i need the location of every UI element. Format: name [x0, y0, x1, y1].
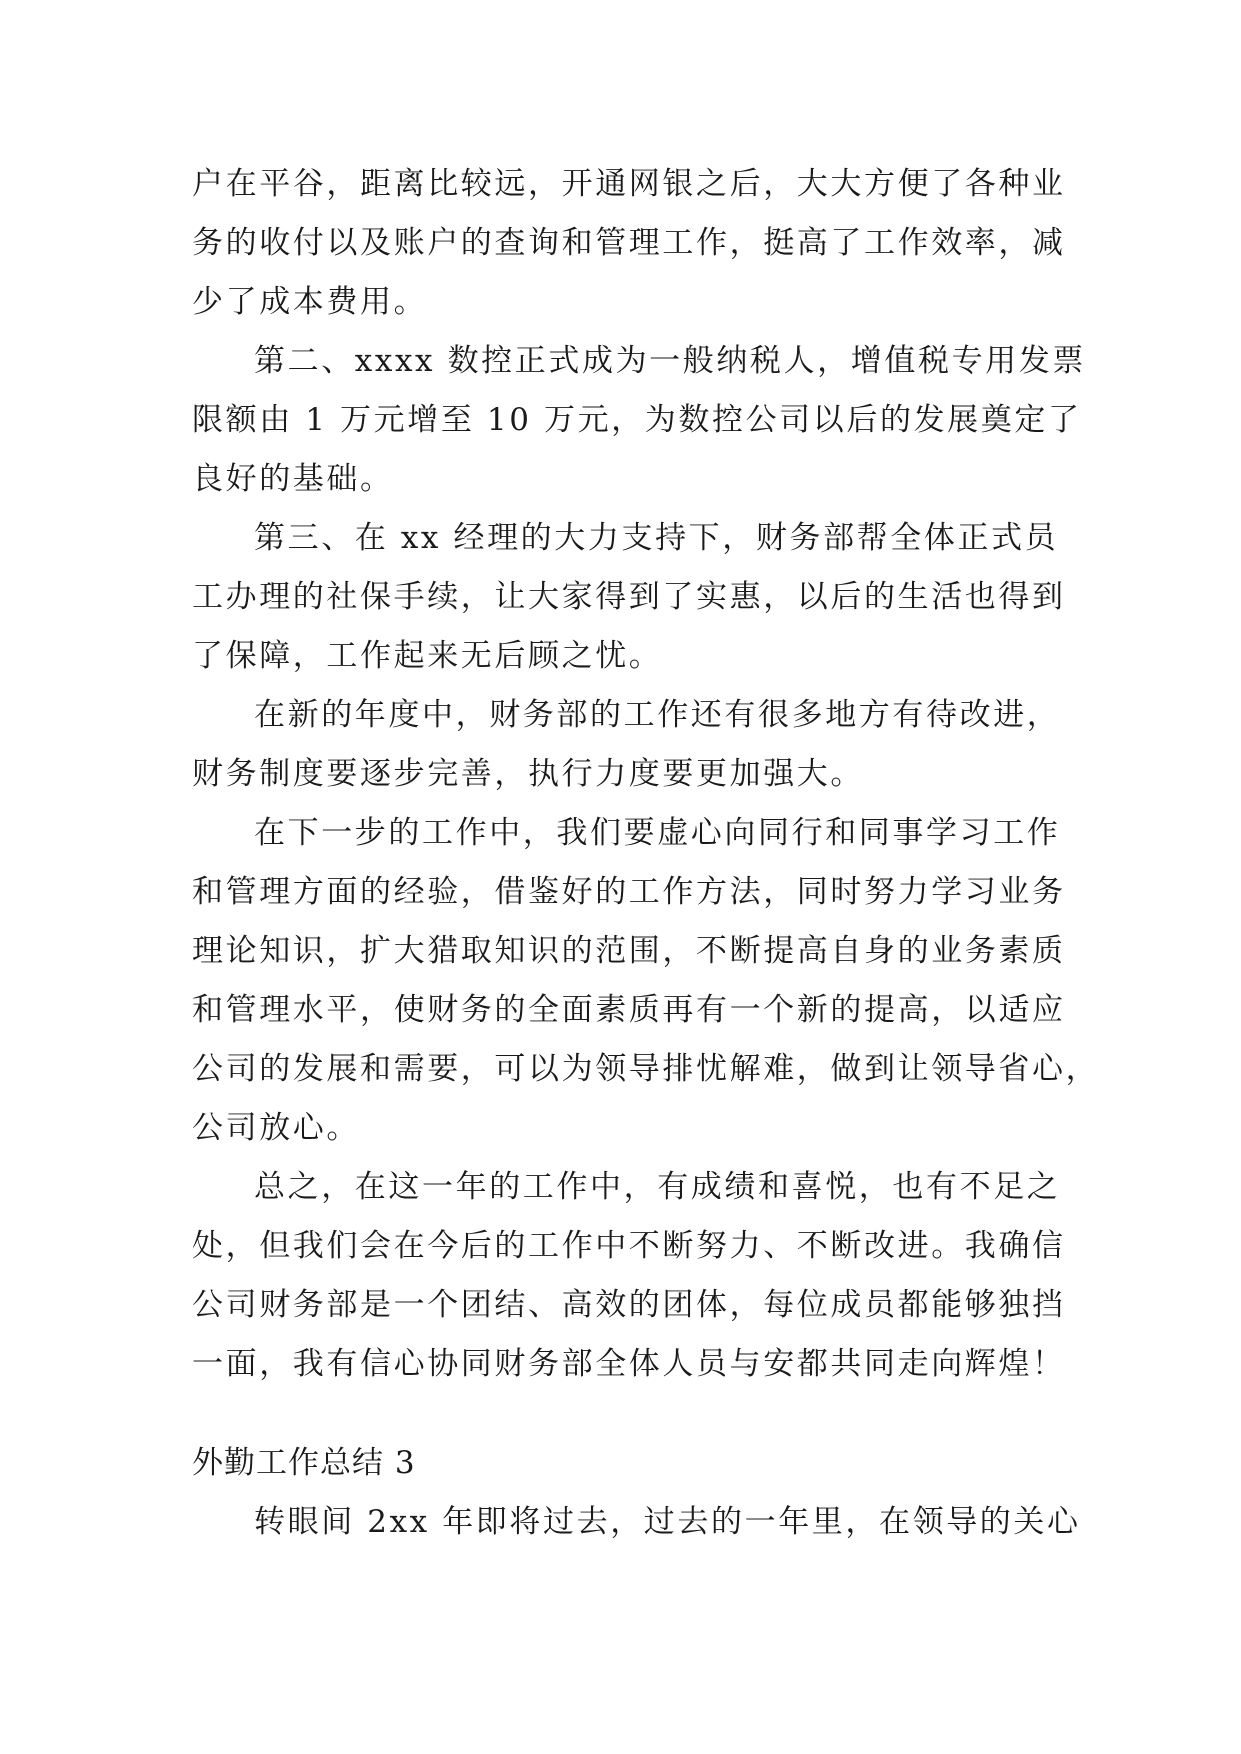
paragraph-first-line: 总之，在这一年的工作中，有成绩和喜悦，也有不足之	[254, 1169, 1061, 1205]
body-line: 一面，我有信心协同财务部全体人员与安都共同走向辉煌！	[192, 1346, 1066, 1382]
body-line: 务的收付以及账户的查询和管理工作，挺高了工作效率，减	[192, 225, 1066, 261]
paragraph-first-line: 在新的年度中，财务部的工作还有很多地方有待改进，	[254, 697, 1061, 733]
paragraph-first-line: 在下一步的工作中，我们要虚心向同行和同事学习工作	[254, 815, 1061, 851]
body-line: 公司的发展和需要，可以为领导排忧解难，做到让领导省心，	[192, 1051, 1100, 1087]
body-line: 和管理水平，使财务的全面素质再有一个新的提高，以适应	[192, 992, 1066, 1028]
body-line: 工办理的社保手续，让大家得到了实惠，以后的生活也得到	[192, 579, 1066, 615]
body-line: 良好的基础。	[192, 461, 394, 497]
body-line: 了保障，工作起来无后顾之忧。	[192, 638, 663, 674]
body-line: 少了成本费用。	[192, 284, 428, 320]
body-line: 限额由 1 万元增至 10 万元，为数控公司以后的发展奠定了	[192, 402, 1082, 438]
body-line: 理论知识，扩大猎取知识的范围，不断提高自身的业务素质	[192, 933, 1066, 969]
paragraph-first-line: 第三、在 xx 经理的大力支持下，财务部帮全体正式员	[254, 520, 1059, 556]
paragraph-first-line: 转眼间 2xx 年即将过去，过去的一年里，在领导的关心	[254, 1504, 1081, 1540]
body-line: 公司放心。	[192, 1110, 360, 1146]
body-line: 户在平谷，距离比较远，开通网银之后，大大方便了各种业	[192, 166, 1066, 202]
body-line: 和管理方面的经验，借鉴好的工作方法，同时努力学习业务	[192, 874, 1066, 910]
section-heading: 外勤工作总结 3	[192, 1445, 416, 1481]
body-line: 处，但我们会在今后的工作中不断努力、不断改进。我确信	[192, 1228, 1066, 1264]
body-line: 财务制度要逐步完善，执行力度要更加强大。	[192, 756, 864, 792]
paragraph-first-line: 第二、xxxx 数控正式成为一般纳税人，增值税专用发票	[254, 343, 1086, 379]
body-line: 公司财务部是一个团结、高效的团体，每位成员都能够独挡	[192, 1287, 1066, 1323]
